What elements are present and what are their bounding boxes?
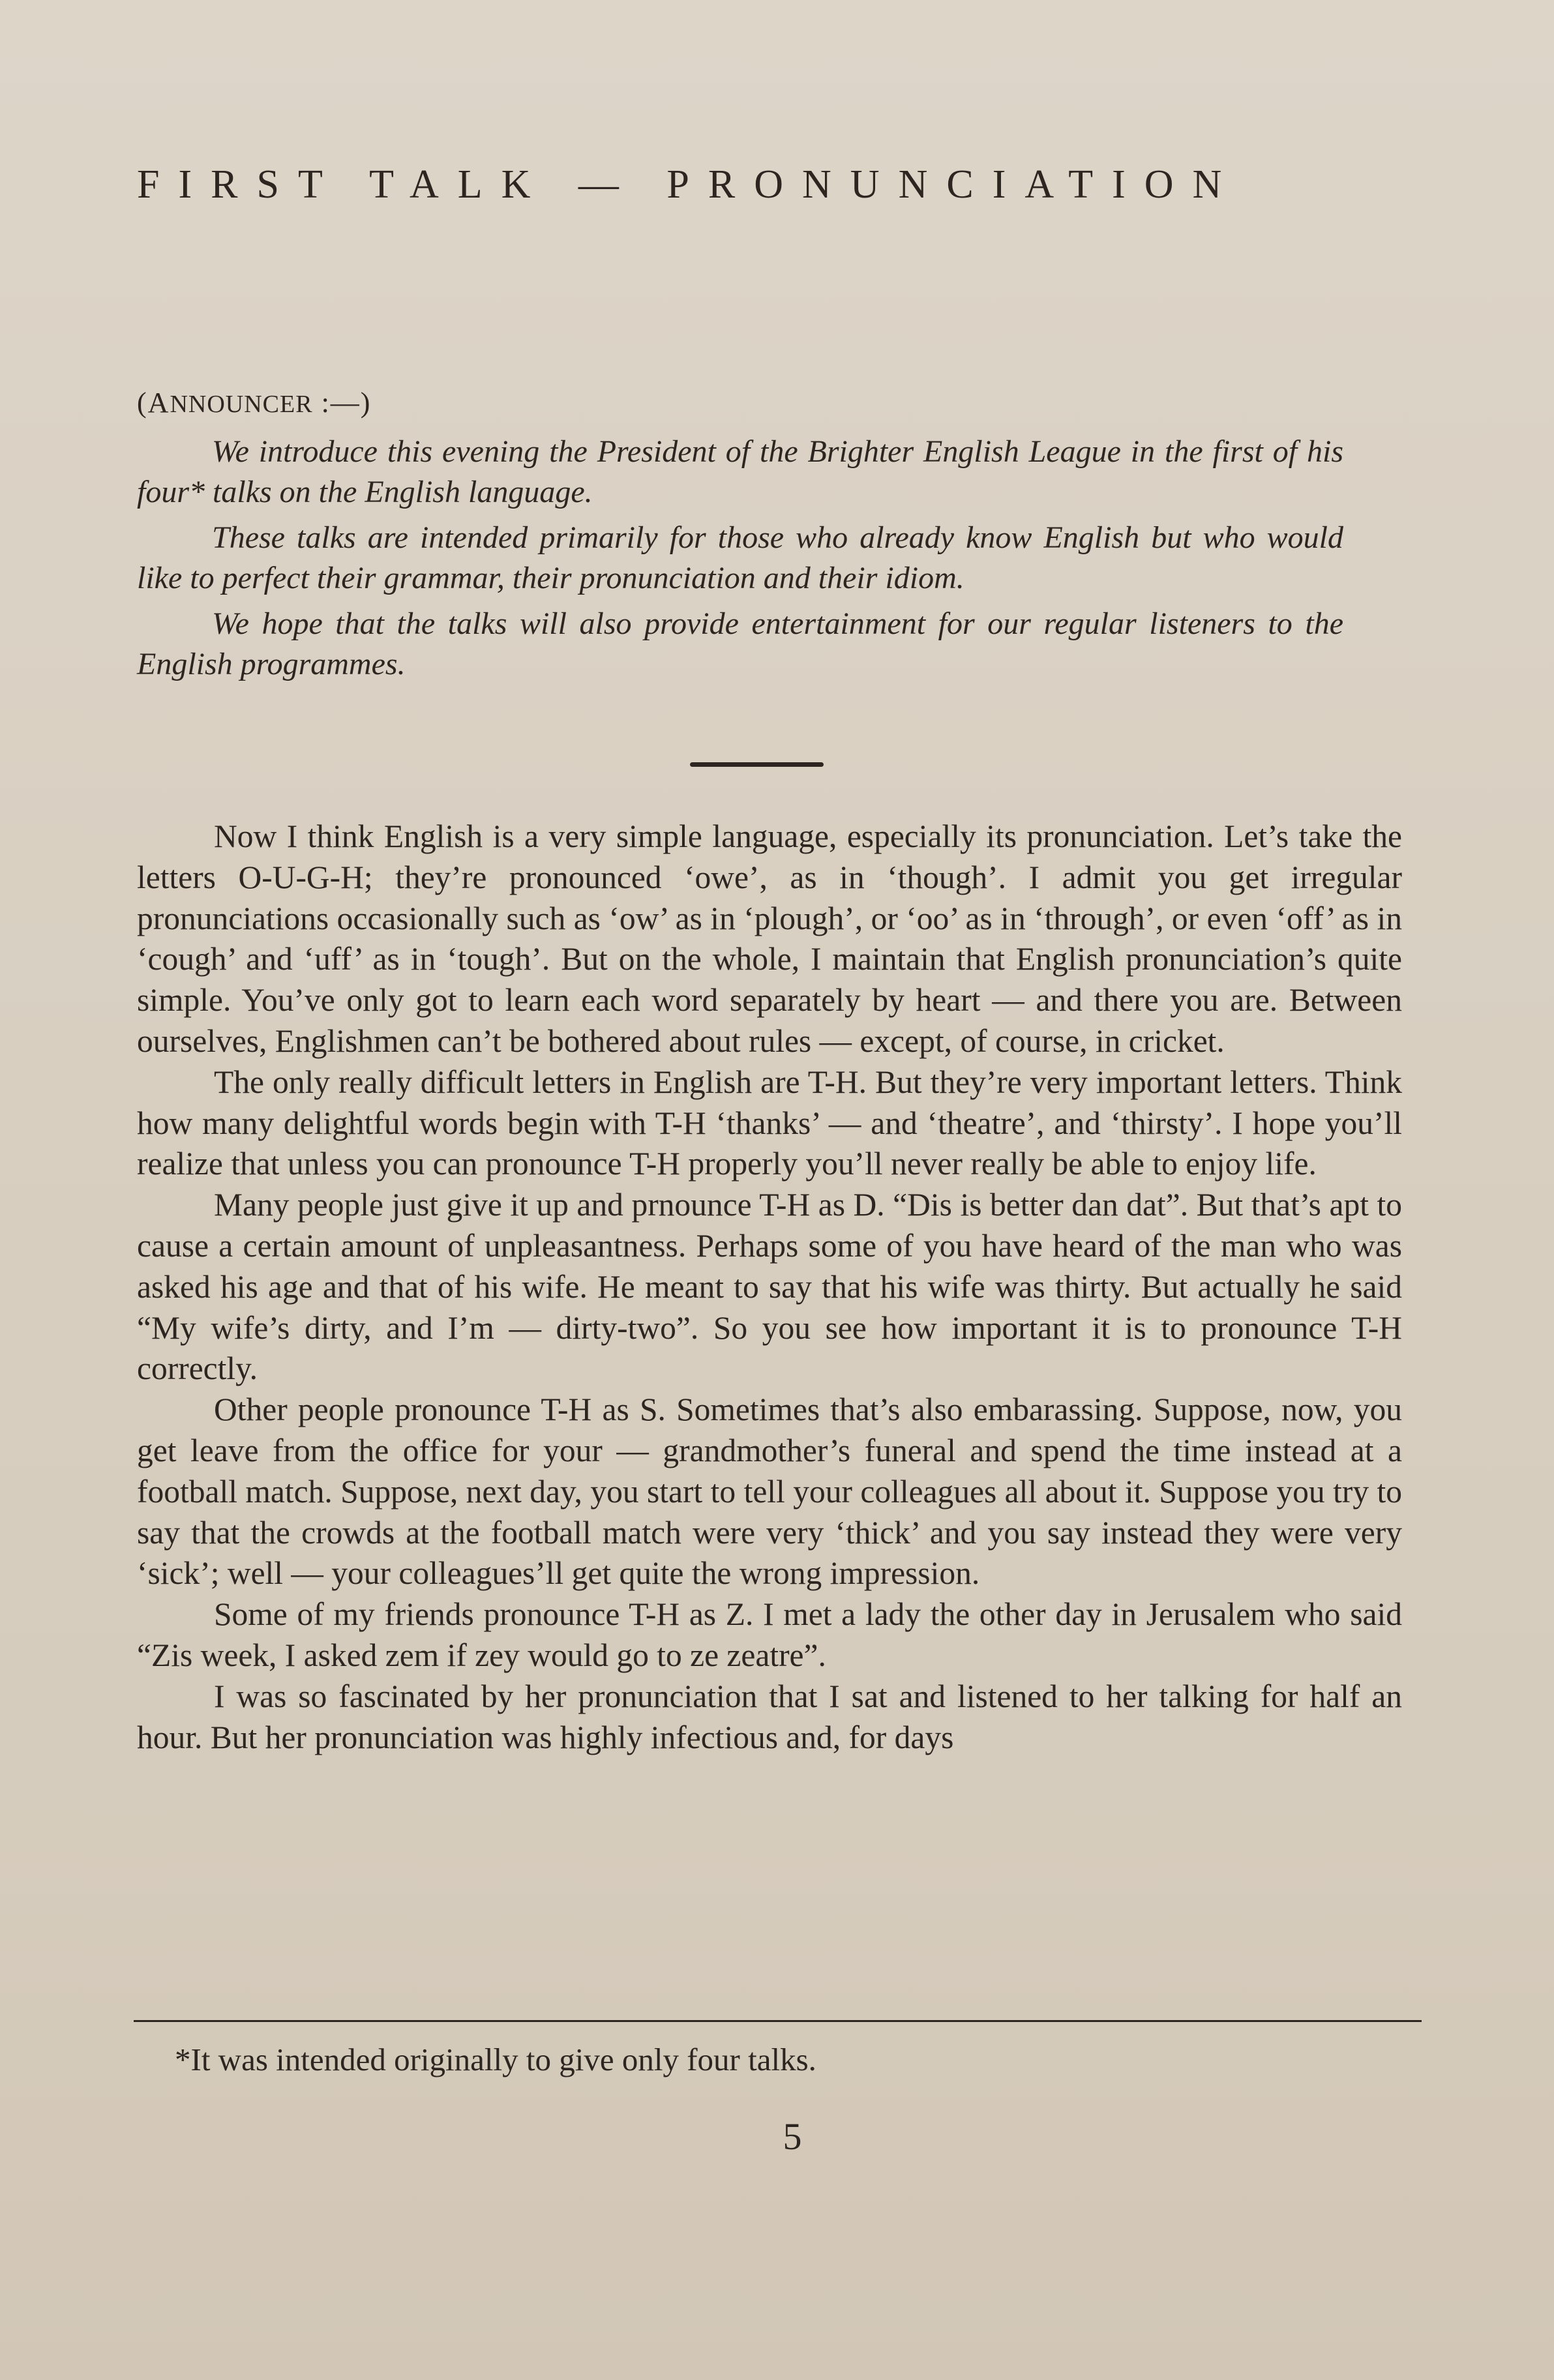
announcer-label-smallcaps: NNOUNCER (170, 391, 313, 418)
footnote: *It was intended originally to give only four talks. (175, 2042, 816, 2077)
announcer-label-open: (A (137, 387, 170, 419)
page-number: 5 (783, 2115, 802, 2158)
body-text (137, 816, 1402, 1758)
announcement-paragraph: We introduce this evening the President of the Brighter English League in the first of his four* talks on the English language. (137, 434, 1343, 509)
body-paragraph: Some of my friends pronounce T-H as Z. I met a lady the other day in Jerusalem who said “Zis week, I asked zem if zey would go to ze zeatre”. (137, 1596, 1402, 1673)
section-divider (690, 762, 824, 767)
body-paragraph: Other people pronounce T-H as S. Sometimes that’s also embarassing. Suppose, now, you get leave from the office for your — grandmother’s funeral and spend the time instead at a football match. Suppose, next day, you start to tell your colleagues all about it. Suppose you try to say that the crowds at the football match were very ‘thick’ and you say instead they were very ‘sick’; well — your colleagues’ll get quite the wrong impression. (137, 1391, 1402, 1592)
footnote-divider (134, 2020, 1422, 2022)
announcement-paragraph: These talks are intended primarily for those who already know English but who would like to perfect their grammar, their pronunciation and their idiom. (137, 520, 1343, 595)
announcement-paragraph: We hope that the talks will also provide entertainment for our regular listeners to the English programmes. (137, 606, 1343, 681)
body-paragraph: The only really difficult letters in English are T-H. But they’re very important letters. Think how many delightful words begin with T-H ‘thanks’ — and ‘theatre’, and ‘thirsty’. I hope you’ll realize that unless you can pronounce T-H properly you’ll never really be able to enjoy life. (137, 1064, 1402, 1182)
announcement (137, 432, 1343, 690)
announcer-label-close: :—) (312, 387, 372, 419)
body-paragraph: Many people just give it up and prnounce T-H as D. “Dis is better dan dat”. But that’s apt to cause a certain amount of unpleasantness. Perhaps some of you have heard of the man who was asked his age and that of his wife. He meant to say that his wife was thirty. But actually he said “My wife’s dirty, and I’m — dirty-two”. So you see how important it is to pronounce T-H correctly. (137, 1187, 1402, 1387)
chapter-heading: FIRST TALK — PRONUNCIATION (137, 162, 1241, 207)
announcer-label (137, 386, 371, 419)
body-paragraph: I was so fascinated by her pronunciation that I sat and listened to her talking for half an hour. But her pronunciation was highly infectious and, for days (137, 1678, 1402, 1755)
body-paragraph: Now I think English is a very simple language, especially its pronunciation. Let’s take the letters O-U-G-H; they’re pronounced ‘owe’, as in ‘though’. I admit you get irregular pronunciations occasionally such as ‘ow’ as in ‘plough’, or ‘oo’ as in ‘through’, or even ‘off’ as in ‘cough’ and ‘uff’ as in ‘tough’. But on the whole, I maintain that English pronunciation’s quite simple. You’ve only got to learn each word separately by heart — and there you are. Between ourselves, Englishmen can’t be bothered about rules — except, of course, in cricket. (137, 818, 1402, 1059)
